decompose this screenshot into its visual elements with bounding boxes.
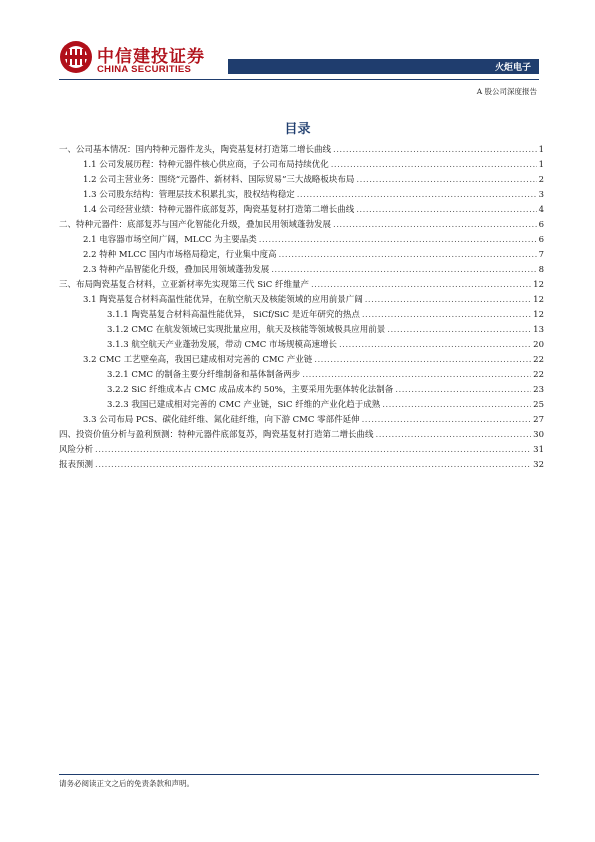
toc-entry-page: 30 — [533, 430, 544, 440]
toc-leader-dots — [95, 458, 531, 473]
brand-name-cn: 中信建投证券 — [97, 47, 205, 67]
toc-entry[interactable] — [59, 398, 544, 413]
toc-title: 目录 — [284, 122, 311, 137]
toc-entry[interactable] — [59, 143, 544, 158]
toc-leader-dots — [362, 413, 532, 428]
toc-entry-title: 1.4 公司经营业绩：特种元器件底部复苏，陶瓷基复材打造第二增长曲线 — [83, 205, 355, 215]
toc-leader-dots — [259, 233, 537, 248]
toc-entry-page: 20 — [533, 340, 544, 350]
toc-entry[interactable] — [59, 443, 544, 458]
toc-entry[interactable] — [59, 323, 544, 338]
toc-entry-title: 3.2.2 SiC 纤维成本占 CMC 成品成本约 50%，主要采用先驱体转化法制备 — [107, 385, 394, 395]
toc-entry-title: 3.2.1 CMC 的制备主要分纤维制备和基体制备两步 — [107, 370, 301, 380]
header-divider — [59, 79, 539, 80]
toc-entry[interactable] — [59, 203, 544, 218]
toc-entry-page: 6 — [538, 220, 544, 230]
toc-entry[interactable] — [59, 248, 544, 263]
toc-entry-title: 3.2.3 我国已建成相对完善的 CMC 产业链，SiC 纤维的产业化趋于成熟 — [107, 400, 381, 410]
toc-entry[interactable] — [59, 188, 544, 203]
toc-leader-dots — [362, 308, 531, 323]
toc-entry-title: 一、公司基本情况：国内特种元器件龙头，陶瓷基复材打造第二增长曲线 — [59, 145, 332, 155]
toc-entry[interactable] — [59, 458, 544, 473]
toc-entry-title: 2.2 特种 MLCC 国内市场格局稳定，行业集中度高 — [83, 250, 277, 260]
toc-leader-dots — [311, 278, 531, 293]
report-type-label: A 股公司深度报告 — [476, 87, 537, 96]
section-label: 火炬电子 — [494, 63, 531, 73]
toc-entry-page: 13 — [533, 325, 544, 335]
toc-entry[interactable] — [59, 263, 544, 278]
toc-entry-title: 3.1.2 CMC 在航发领域已实现批量应用，航天及核能等领域极具应用前景 — [107, 325, 386, 335]
toc-entry-title: 1.3 公司股东结构：管理层技术积累扎实，股权结构稳定 — [83, 190, 295, 200]
toc-leader-dots — [302, 368, 531, 383]
toc-entry-page: 1 — [538, 145, 544, 155]
toc-entry[interactable] — [59, 413, 544, 428]
toc-leader-dots — [339, 338, 531, 353]
toc-leader-dots — [376, 428, 532, 443]
toc-entry[interactable] — [59, 338, 544, 353]
toc-entry-page: 2 — [538, 175, 544, 185]
toc-entry[interactable] — [59, 308, 544, 323]
china-securities-logo-icon — [59, 40, 93, 74]
page-header — [0, 0, 595, 90]
toc-entry-title: 1.1 公司发展历程：特种元器件核心供应商，子公司布局持续优化 — [83, 160, 329, 170]
toc-leader-dots — [356, 173, 536, 188]
toc-entry-page: 22 — [533, 355, 544, 365]
toc-entry-page: 23 — [533, 385, 544, 395]
toc-entry[interactable] — [59, 383, 544, 398]
toc-entry-page: 3 — [538, 190, 544, 200]
toc-entry-page: 12 — [533, 280, 544, 290]
toc-entry-page: 12 — [533, 295, 544, 305]
toc-entry-page: 27 — [533, 415, 544, 425]
toc-entry[interactable] — [59, 158, 544, 173]
toc-entry-title: 报表预测 — [59, 460, 94, 470]
toc-leader-dots — [382, 398, 531, 413]
toc-entry-title: 3.1.3 航空航天产业蓬勃发展，带动 CMC 市场规模高速增长 — [107, 340, 337, 350]
toc-entry-title: 2.1 电容器市场空间广阔，MLCC 为主要品类 — [83, 235, 257, 245]
brand-name-en: CHINA SECURITIES — [97, 64, 192, 75]
toc-entry[interactable] — [59, 368, 544, 383]
toc-entry-page: 31 — [533, 445, 544, 455]
toc-leader-dots — [365, 293, 531, 308]
toc-entry[interactable] — [59, 353, 544, 368]
toc-entry-title: 四、投资价值分析与盈利预测：特种元器件底部复苏，陶瓷基复材打造第二增长曲线 — [59, 430, 374, 440]
toc-entry[interactable] — [59, 293, 544, 308]
toc-entry-page: 22 — [533, 370, 544, 380]
toc-entry[interactable] — [59, 278, 544, 293]
toc-entry-page: 8 — [538, 265, 544, 275]
toc-entry[interactable] — [59, 233, 544, 248]
footer-divider — [59, 774, 539, 775]
toc-leader-dots — [333, 143, 537, 158]
toc-entry-title: 2.3 特种产品智能化升级，叠加民用领域蓬勃发展 — [83, 265, 270, 275]
header-bar — [228, 59, 539, 74]
toc-entry[interactable] — [59, 428, 544, 443]
toc-entry-title: 二、特种元器件：底部复苏与国产化智能化升级，叠加民用领域蓬勃发展 — [59, 220, 332, 230]
toc-entry-page: 25 — [533, 400, 544, 410]
toc-entry-title: 3.3 公司布局 PCS、碳化硅纤维、氮化硅纤维，向下游 CMC 零部件延伸 — [83, 415, 360, 425]
toc-entry-title: 3.2 CMC 工艺壁垒高，我国已建成相对完善的 CMC 产业链 — [83, 355, 313, 365]
toc-entry-page: 12 — [533, 310, 544, 320]
toc-entry-title: 三、布局陶瓷基复合材料，立亚新材率先实现第三代 SiC 纤维量产 — [59, 280, 309, 290]
toc-leader-dots — [271, 263, 536, 278]
toc-entry[interactable] — [59, 173, 544, 188]
toc-entry-title: 3.1 陶瓷基复合材料高温性能优异，在航空航天及核能领域的应用前景广阔 — [83, 295, 363, 305]
toc-leader-dots — [387, 323, 531, 338]
toc-leader-dots — [333, 218, 537, 233]
toc-leader-dots — [395, 383, 531, 398]
footer-disclaimer: 请务必阅读正文之后的免责条款和声明。 — [59, 779, 194, 788]
toc-leader-dots — [278, 248, 536, 263]
toc-leader-dots — [95, 443, 531, 458]
toc-leader-dots — [314, 353, 531, 368]
toc-entry-page: 32 — [533, 460, 544, 470]
toc-entry-title: 1.2 公司主营业务：围绕“元器件、新材料、国际贸易”三大战略板块布局 — [83, 175, 355, 185]
toc-entry[interactable] — [59, 218, 544, 233]
toc-entry-title: 风险分析 — [59, 445, 94, 455]
toc-leader-dots — [331, 158, 537, 173]
toc-leader-dots — [356, 203, 536, 218]
toc-entry-page: 1 — [538, 160, 544, 170]
toc-entry-page: 4 — [538, 205, 544, 215]
toc-entry-page: 6 — [538, 235, 544, 245]
toc-entry-title: 3.1.1 陶瓷基复合材料高温性能优异， SiCf/SiC 是近年研究的热点 — [107, 310, 360, 320]
toc-leader-dots — [297, 188, 537, 203]
toc-entry-page: 7 — [538, 250, 544, 260]
